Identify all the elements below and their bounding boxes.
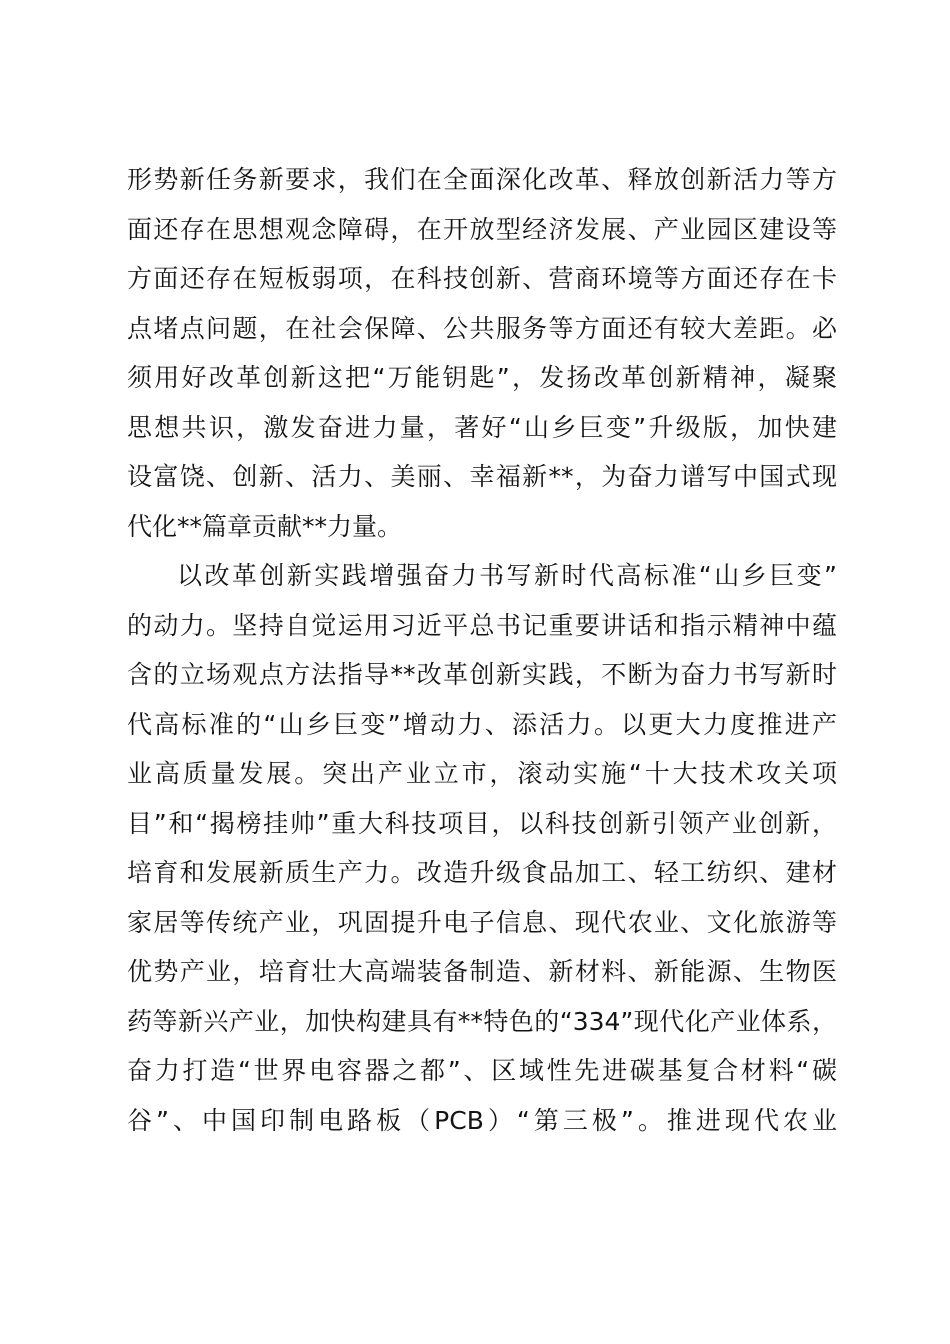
text-line: 培育和发展新质生产力。改造升级食品加工、轻工纺织、建材 [127,858,837,887]
text-line: 面还存在思想观念障碍，在开放型经济发展、产业园区建设等 [127,214,837,244]
text-line: 业高质量发展。突出产业立市，滚动实施“十大技术攻关项 [127,759,837,788]
text-line: 思想共识，激发奋进力量，著好“山乡巨变”升级版，加快建 [127,412,837,442]
body-text [127,155,837,1145]
paragraph-2 [127,551,837,1145]
text-line: 奋力打造“世界电容器之都”、区域性先进碳基复合材料“碳 [127,1056,837,1085]
text-line: 优势产业，培育壮大高端装备制造、新材料、新能源、生物医 [127,957,837,986]
text-line: 须用好改革创新这把“万能钥匙”，发扬改革创新精神，凝聚 [127,363,837,392]
text-line: 点堵点问题，在社会保障、公共服务等方面还有较大差距。必 [127,313,837,343]
text-line: 药等新兴产业，加快构建具有**特色的“334”现代化产业体系， [127,1006,837,1036]
text-line: 代化**篇章贡献**力量。 [127,511,403,541]
text-line: 以改革创新实践增强奋力书写新时代高标准“山乡巨变” [177,561,837,590]
text-line: 形势新任务新要求，我们在全面深化改革、释放创新活力等方 [127,165,837,194]
text-line: 含的立场观点方法指导**改革创新实践，不断为奋力书写新时 [127,660,837,689]
text-line: 设富饶、创新、活力、美丽、幸福新**，为奋力谱写中国式现 [127,462,837,491]
text-line: 谷”、中国印制电路板（PCB）“第三极”。推进现代农业 [127,1105,837,1135]
text-line: 目”和“揭榜挂帅”重大科技项目，以科技创新引领产业创新， [127,808,837,838]
text-line: 的动力。坚持自觉运用习近平总书记重要讲话和指示精神中蕴 [127,610,837,640]
text-line: 方面还存在短板弱项，在科技创新、营商环境等方面还存在卡 [127,264,837,293]
paragraph-1 [127,155,837,551]
text-line: 代高标准的“山乡巨变”增动力、添活力。以更大力度推进产 [127,709,837,739]
text-line: 家居等传统产业，巩固提升电子信息、现代农业、文化旅游等 [127,907,837,937]
